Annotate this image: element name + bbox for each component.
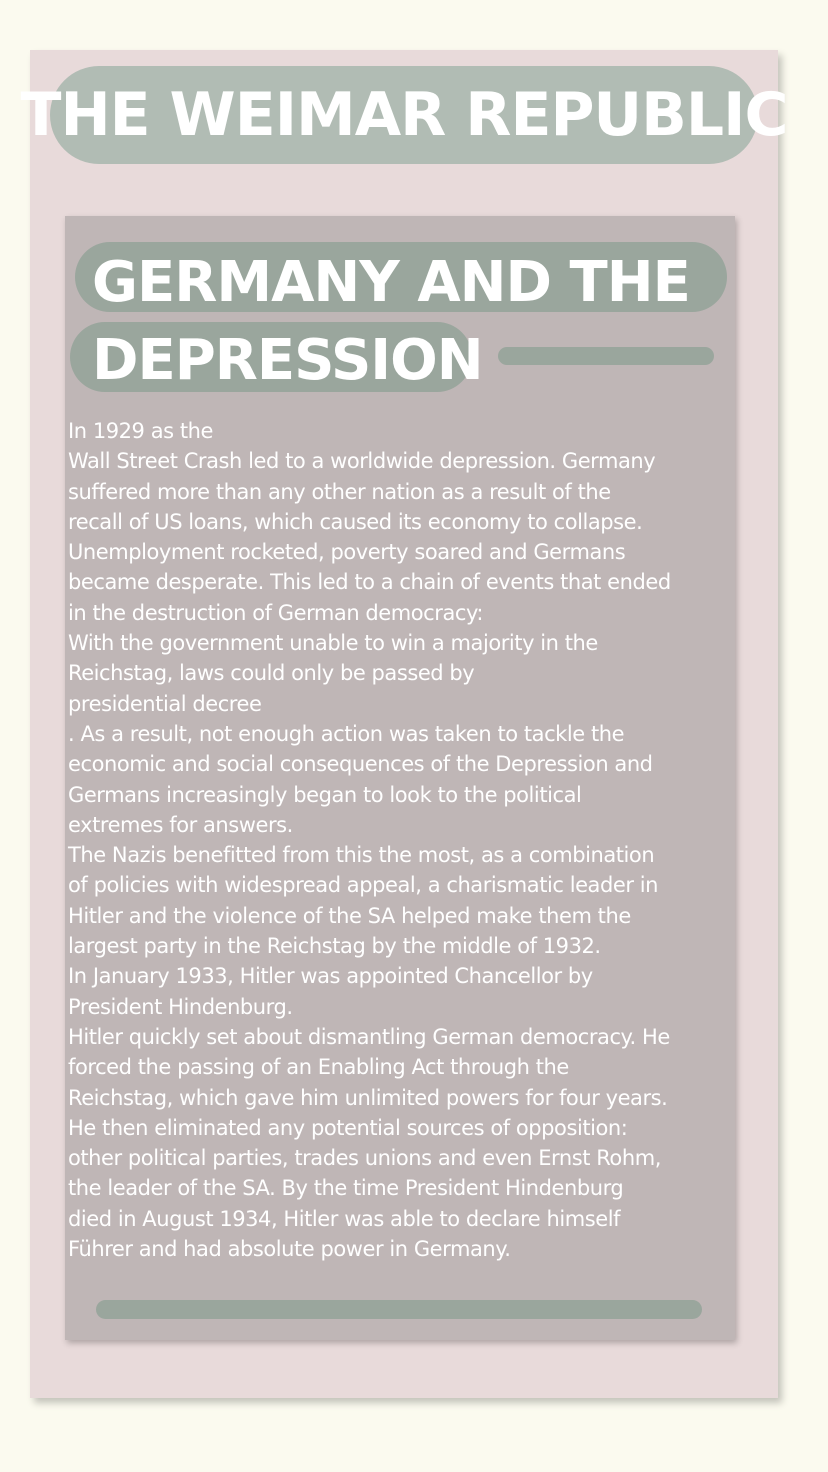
- body-line: President Hindenburg.: [68, 994, 293, 1019]
- body-line: In 1929 as the: [68, 419, 213, 443]
- body-line: Reichstag, laws could only be passed by: [68, 661, 475, 686]
- body-line: Wall Street Crash led to a worldwide depression. Germany: [68, 449, 656, 474]
- body-line: largest party in the Reichstag by the middle of 1932.: [68, 934, 601, 959]
- heading-accent-bar: [498, 347, 714, 365]
- body-line: died in August 1934, Hitler was able to declare himself: [68, 1206, 621, 1231]
- body-line: Hitler and the violence of the SA helped make them the: [68, 903, 631, 928]
- body-line: . As a result, not enough action was taken to tackle the: [68, 721, 625, 746]
- body-line: Unemployment rocketed, poverty soared and Germans: [68, 540, 626, 565]
- body-line: Hitler quickly set about dismantling German democracy. He: [68, 1024, 670, 1049]
- body-text: [68, 416, 733, 1264]
- body-line: He then eliminated any potential sources of opposition:: [68, 1115, 628, 1140]
- body-line: of policies with widespread appeal, a charismatic leader in: [68, 873, 658, 898]
- body-line: presidential decree: [68, 691, 262, 716]
- content-panel: [65, 216, 735, 1340]
- body-line: Germans increasingly began to look to the political: [68, 782, 582, 807]
- body-line: forced the passing of an Enabling Act through the: [68, 1055, 569, 1080]
- section-heading-line-1: GERMANY AND THE: [92, 250, 690, 315]
- body-line: suffered more than any other nation as a result of the: [68, 479, 611, 504]
- body-line: The Nazis benefitted from this the most, as a combination: [68, 843, 655, 868]
- document-card: [20, 50, 788, 1398]
- body-line: Führer and had absolute power in Germany.: [68, 1237, 511, 1262]
- page-title: THE WEIMAR REPUBLIC: [20, 80, 788, 150]
- body-line: other political parties, trades unions and even Ernst Rohm,: [68, 1146, 661, 1171]
- bottom-accent-bar: [96, 1300, 702, 1319]
- body-line: economic and social consequences of the Depression and: [68, 752, 653, 777]
- body-line: In January 1933, Hitler was appointed Chancellor by: [68, 964, 593, 989]
- title-banner: [20, 66, 788, 164]
- body-line: became desperate. This led to a chain of events that ended: [68, 570, 671, 595]
- body-line: the leader of the SA. By the time President Hindenburg: [68, 1176, 624, 1201]
- section-heading-line-2: DEPRESSION: [92, 328, 483, 393]
- body-line: recall of US loans, which caused its economy to collapse.: [68, 509, 643, 534]
- body-line: With the government unable to win a majority in the: [68, 631, 598, 656]
- body-line: Reichstag, which gave him unlimited powers for four years.: [68, 1085, 668, 1110]
- body-line: in the destruction of German democracy:: [68, 600, 484, 625]
- body-line: extremes for answers.: [68, 812, 293, 837]
